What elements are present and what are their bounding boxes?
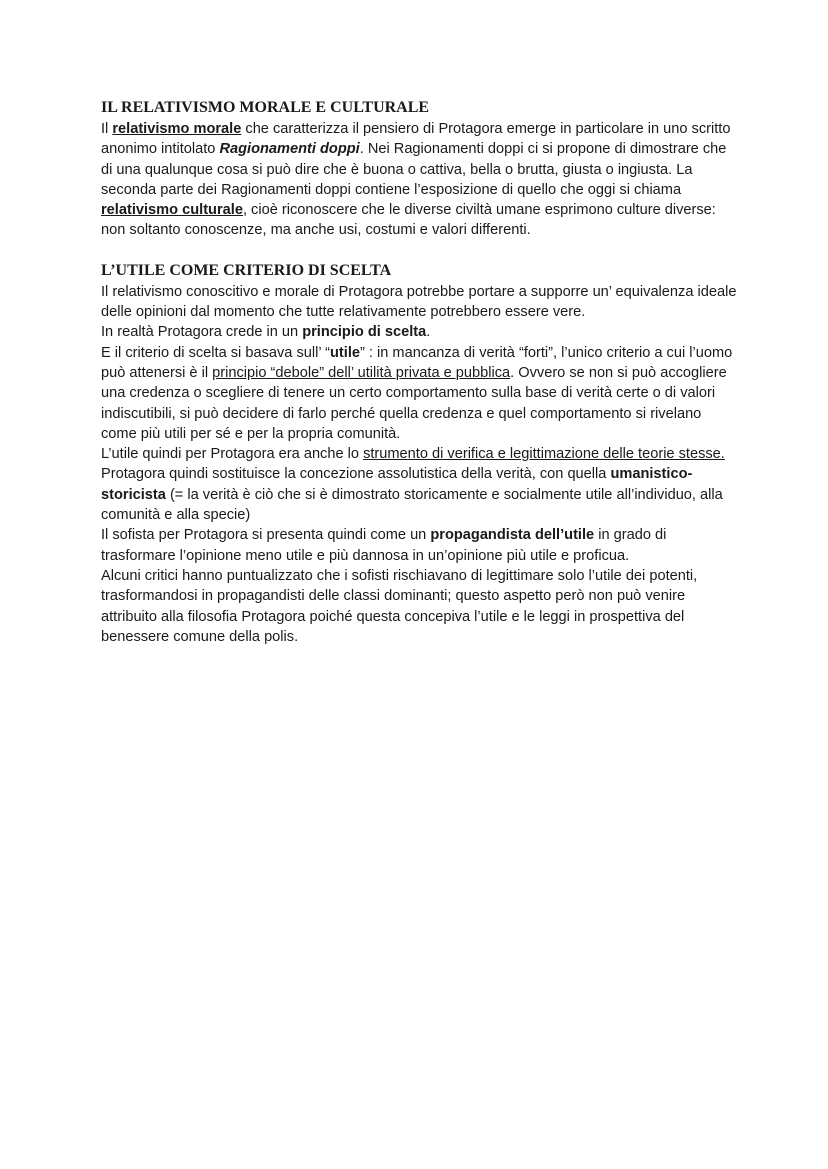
paragraph-umanistico (101, 464, 741, 525)
section-title-relativismo: IL RELATIVISMO MORALE E CULTURALE (101, 99, 430, 116)
paragraph-criterio-utile (101, 343, 741, 444)
term-umanistico-storicista: umanistico-storicista (101, 466, 693, 503)
term-relativismo-culturale: relativismo culturale (101, 202, 243, 219)
paragraph-strumento-verifica (101, 444, 741, 464)
term-principio-di-scelta: principio di scelta (302, 324, 427, 341)
term-strumento-verifica: strumento di verifica e legittimazione delle teorie stesse. (363, 446, 725, 463)
paragraph-principio-scelta (101, 322, 741, 342)
title-ragionamenti-doppi: Ragionamenti doppi (219, 141, 360, 158)
term-relativismo-morale: relativismo morale (112, 121, 242, 137)
text-run: L’utile quindi per Protagora era anche lo (101, 446, 364, 463)
text-run: (= la verità è ciò che si è dimostrato storicamente e socialmente utile all’individuo, alla comunità e alla specie) (101, 486, 723, 524)
text-run: , cioè riconoscere che le diverse civiltà umane esprimono culture diverse: non soltanto conoscenze, ma anche usi, costumi e valori differenti. (101, 202, 716, 239)
paragraph-critici: Alcuni critici hanno puntualizzato che i sofisti rischiavano di legittimare solo l’utile dei potenti, trasformandosi in propagandisti delle classi dominanti; questo aspetto però non può venire attribuito alla filosofia Protagora poiché questa concepiva l’utile e le leggi in prospettiva del benessere comune della polis. (101, 567, 698, 645)
text-run: che caratterizza il pensiero di Protagora emerge in particolare in uno scritto anonimo intitolato (101, 121, 731, 158)
term-principio-debole: principio “debole” dell’ utilità privata e pubblica (212, 364, 511, 381)
text-run: Protagora quindi sostituisce la concezione assolutistica della verità, con quella (101, 466, 611, 483)
paragraph-propagandista (101, 525, 741, 566)
text-run: . Ovvero se non si può accogliere una credenza o scegliere di tenere un certo comportamento sulla base di verità certe o di valori indiscutibili, si può decidere di farlo perché quella credenza e quel comportamento si rivelano come più utili per sé e per la propria comunità. (101, 364, 727, 442)
text-run: ” : in mancanza di verità “forti”, l’unico criterio a cui l’uomo può attenersi è il (101, 344, 733, 381)
paragraph-relativismo (101, 119, 741, 241)
section-relativismo (101, 97, 741, 241)
text-run: In realtà Protagora crede in un (101, 324, 303, 341)
text-run: in grado di trasformare l’opinione meno utile e più dannosa in un’opinione più utile e proficua. (101, 527, 667, 564)
term-propagandista-utile: propagandista dell’utile (430, 527, 595, 544)
text-run: Il (101, 121, 113, 137)
paragraph-equivalenza: Il relativismo conoscitivo e morale di Protagora potrebbe portare a supporre un’ equivalenza ideale delle opinioni dal momento che tutte relativamente potrebbero essere vere. (101, 283, 737, 321)
text-run: . (426, 324, 431, 341)
section-title-utile: L’UTILE COME CRITERIO DI SCELTA (101, 261, 392, 279)
section-utile (101, 260, 741, 647)
text-run: E il criterio di scelta si basava sull’ “ (101, 344, 330, 361)
term-utile: utile (329, 344, 360, 361)
text-run: . Nei Ragionamenti doppi ci si propone di dimostrare che di una qualunque cosa si può dire che è buona o cattiva, bella o brutta, giusta o ingiusta. La seconda parte dei Ragionamenti doppi contiene l’esposizione di quello che oggi si chiama (101, 141, 727, 198)
document-page (101, 97, 741, 647)
text-run: Il sofista per Protagora si presenta quindi come un (101, 527, 431, 544)
